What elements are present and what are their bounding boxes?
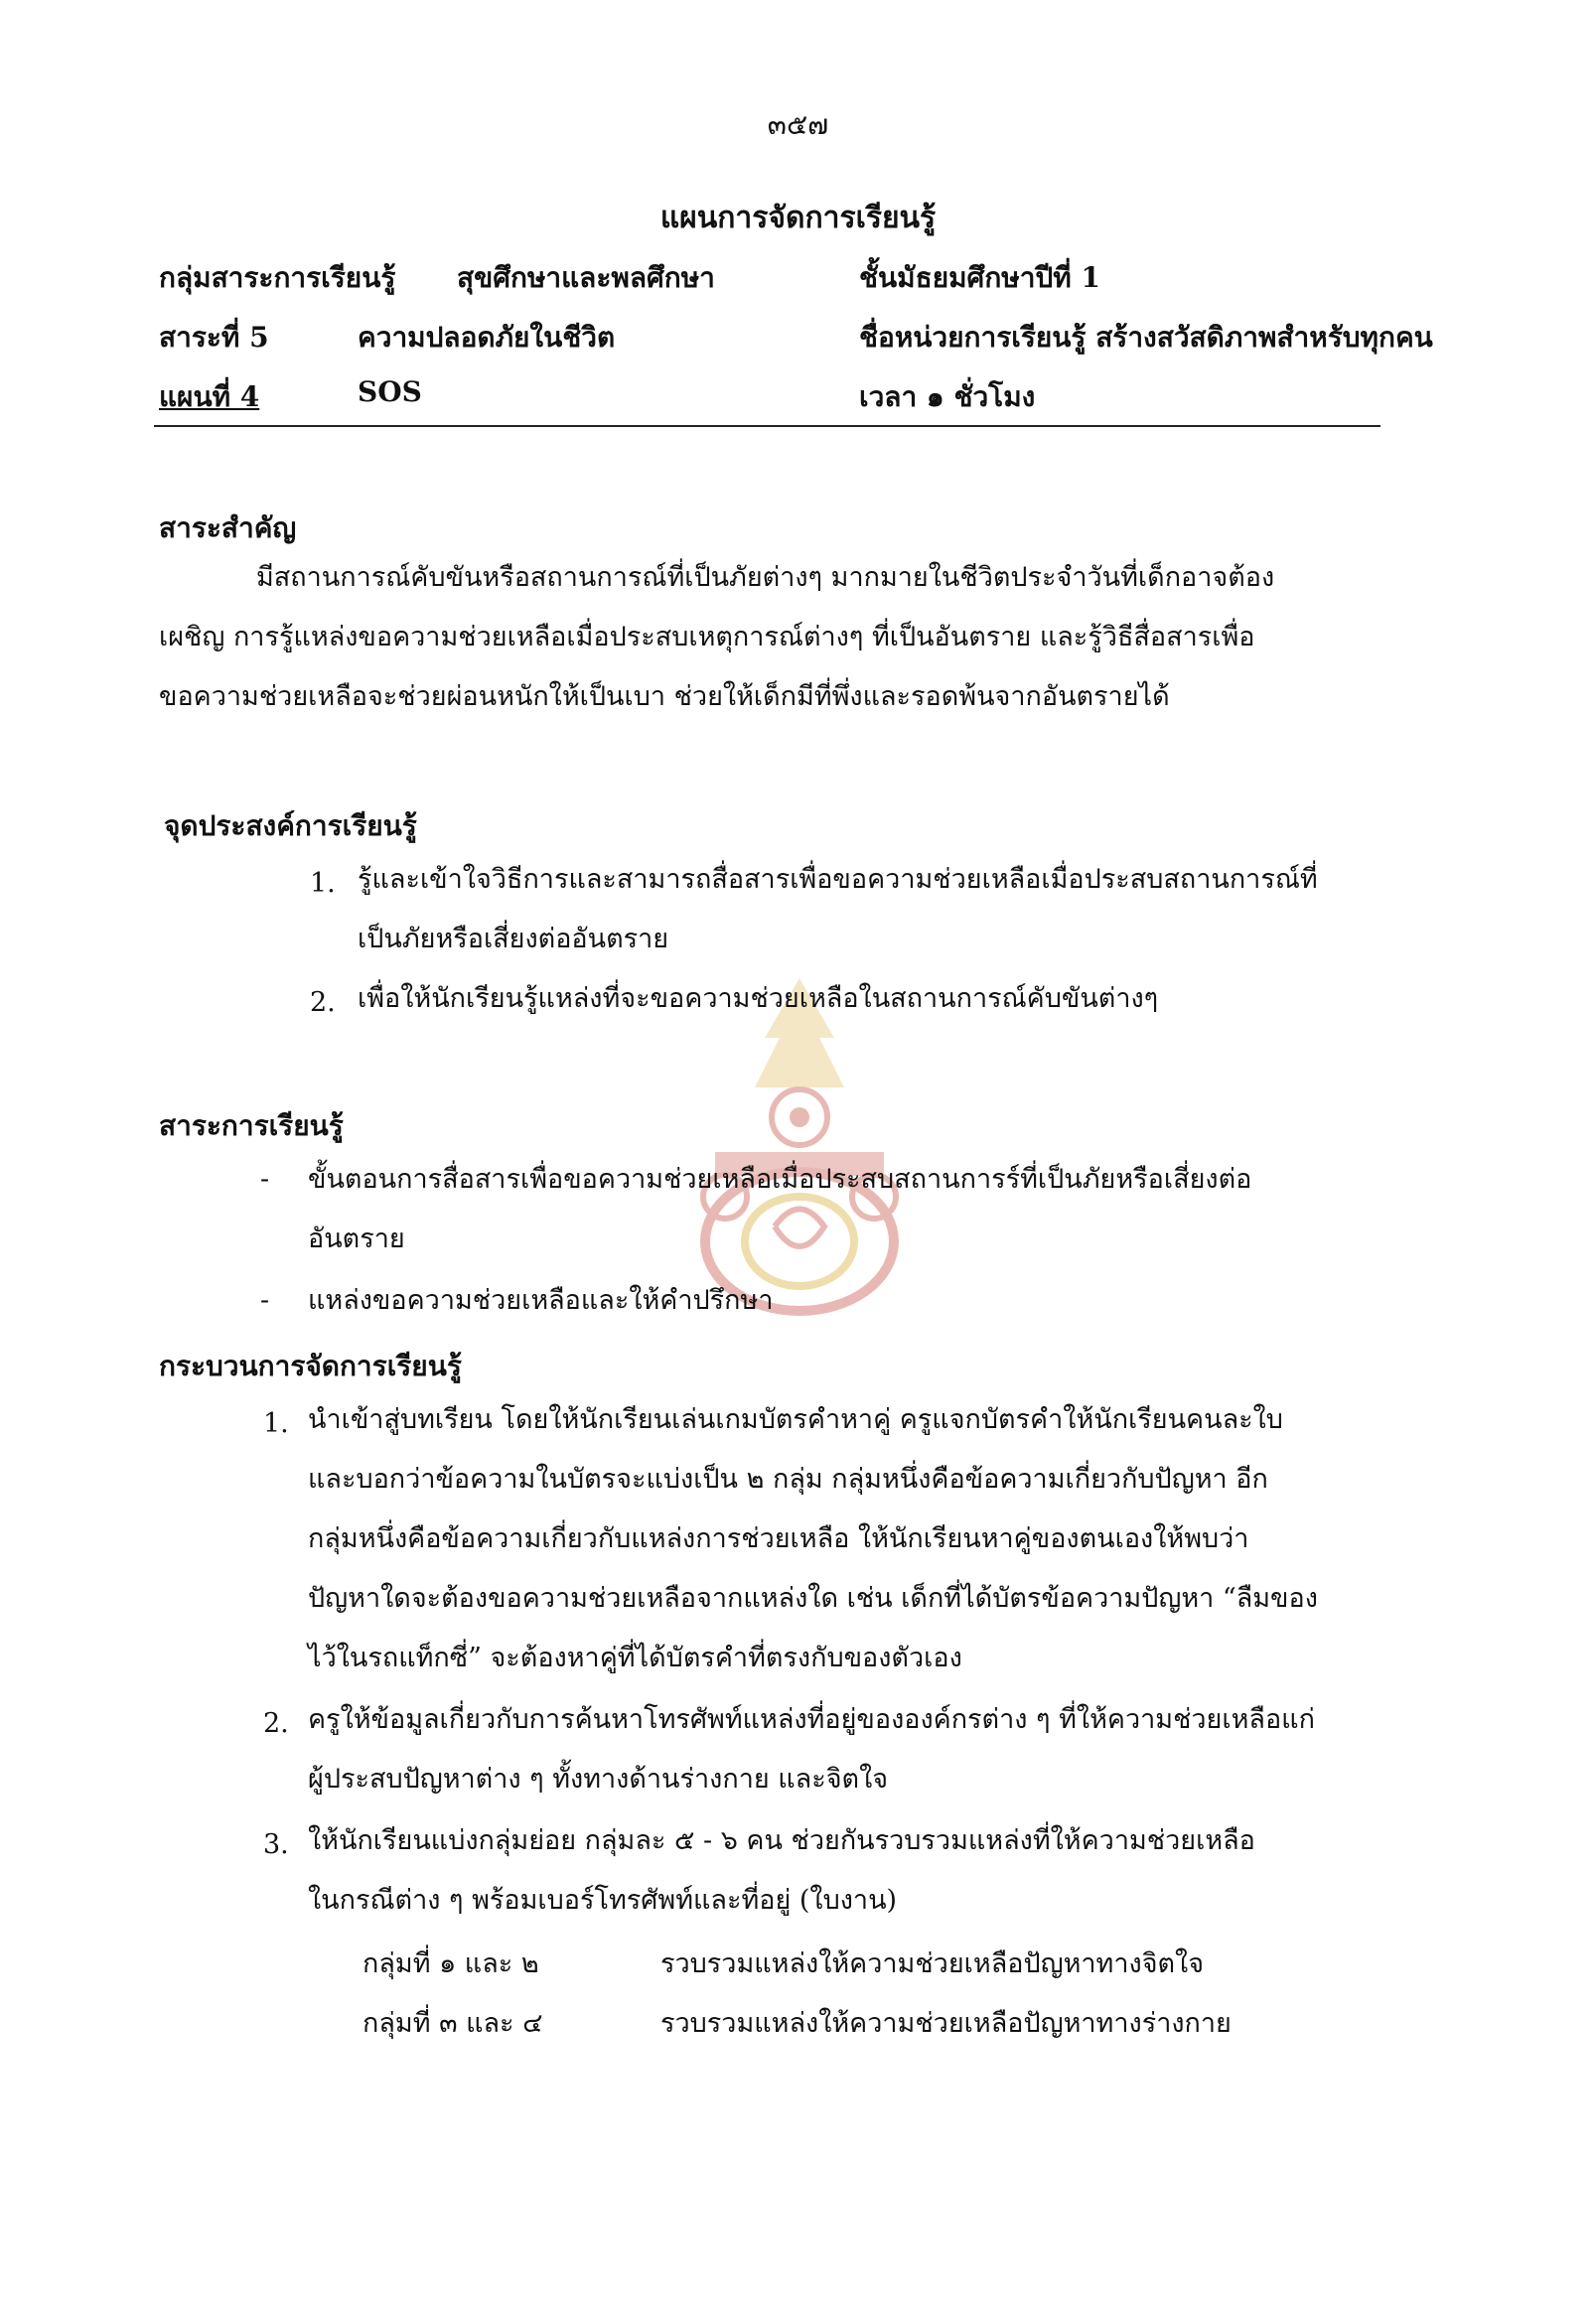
subject-label: กลุ่มสาระการเรียนรู้ [159, 261, 396, 294]
grade-level: ชั้นมัธยมศึกษาปีที่ 1 [859, 261, 1100, 294]
process-line: ไว้ในรถแท็กซี่” จะต้องหาคู่ที่ได้บัตรคำที่ตรงกับของตัวเอง [308, 1643, 962, 1673]
group-task: รวบรวมแหล่งให้ความช่วยเหลือปัญหาทางจิตใจ [660, 1948, 1205, 1979]
objective-line: รู้และเข้าใจวิธีการและสามารถสื่อสารเพื่อขอความช่วยเหลือเมื่อประสบสถานการณ์ที่ [358, 864, 1318, 895]
process-step-number: 2. [263, 1708, 289, 1739]
process-line: และบอกว่าข้อความในบัตรจะแบ่งเป็น ๒ กลุ่ม กลุ่มหนึ่งคือข้อความเกี่ยวกับปัญหา อีก [308, 1464, 1268, 1495]
strand-label: สาระที่ 5 [159, 321, 269, 354]
subject-value: สุขศึกษาและพลศึกษา [457, 261, 715, 294]
group-label: กลุ่มที่ ๑ และ ๒ [363, 1948, 539, 1979]
objectives-heading: จุดประสงค์การเรียนรู้ [164, 809, 417, 842]
content-heading: สาระการเรียนรู้ [159, 1109, 344, 1142]
key-concept-heading: สาระสำคัญ [159, 511, 297, 544]
key-concept-line: เผชิญ การรู้แหล่งขอความช่วยเหลือเมื่อประสบเหตุการณ์ต่างๆ ที่เป็นอันตราย และรู้วิธีสื่อสารเพื่อ [159, 622, 1255, 652]
strand-value: ความปลอดภัยในชีวิต [358, 321, 616, 354]
process-step-number: 3. [263, 1829, 289, 1860]
page-number: ๓๕๗ [767, 108, 829, 141]
page-title: แผนการจัดการเรียนรู้ [659, 201, 937, 235]
process-heading: กระบวนการจัดการเรียนรู้ [159, 1350, 462, 1382]
process-line: ให้นักเรียนแบ่งกลุ่มย่อย กลุ่มละ ๕ - ๖ คน ช่วยกันรวบรวมแหล่งที่ให้ความช่วยเหลือ [308, 1825, 1255, 1856]
content-bullet: - [260, 1285, 270, 1316]
header-row-strand [159, 316, 1450, 360]
group-label: กลุ่มที่ ๓ และ ๔ [363, 2008, 543, 2039]
objective-line: เพื่อให้นักเรียนรู้แหล่งที่จะขอความช่วยเหลือในสถานการณ์คับขันต่างๆ [358, 983, 1159, 1014]
content-line: อันตราย [308, 1223, 405, 1254]
process-line: ปัญหาใดจะต้องขอความช่วยเหลือจากแหล่งใด เช่น เด็กที่ได้บัตรข้อความปัญหา “ลืมของ [308, 1583, 1318, 1614]
content-line: แหล่งขอความช่วยเหลือและให้คำปรึกษา [308, 1285, 774, 1316]
process-line: นำเข้าสู่บทเรียน โดยให้นักเรียนเล่นเกมบัตรคำหาคู่ ครูแจกบัตรคำให้นักเรียนคนละใบ [308, 1404, 1283, 1435]
duration: เวลา ๑ ชั่วโมง [859, 380, 1036, 413]
header-row-plan [159, 375, 1450, 419]
process-line: ในกรณีต่าง ๆ พร้อมเบอร์โทรศัพท์และที่อยู่ (ใบงาน) [308, 1885, 898, 1916]
objective-number: 2. [310, 987, 336, 1018]
group-task: รวบรวมแหล่งให้ความช่วยเหลือปัญหาทางร่างกาย [660, 2008, 1232, 2039]
content-bullet: - [260, 1164, 270, 1195]
header-divider [154, 425, 1380, 427]
header-row-subject [159, 256, 1450, 300]
plan-value: SOS [358, 375, 422, 408]
process-line: ผู้ประสบปัญหาต่าง ๆ ทั้งทางด้านร่างกาย และจิตใจ [308, 1764, 889, 1795]
unit-name: ชื่อหน่วยการเรียนรู้ สร้างสวัสดิภาพสำหรับทุกคน [859, 321, 1433, 354]
key-concept-line: มีสถานการณ์คับขันหรือสถานการณ์ที่เป็นภัยต่างๆ มากมายในชีวิตประจำวันที่เด็กอาจต้อง [256, 562, 1275, 593]
process-line: กลุ่มหนึ่งคือข้อความเกี่ยวกับแหล่งการช่วยเหลือ ให้นักเรียนหาคู่ของตนเองให้พบว่า [308, 1523, 1249, 1554]
process-step-number: 1. [263, 1408, 289, 1439]
key-concept-line: ขอความช่วยเหลือจะช่วยผ่อนหนักให้เป็นเบา ช่วยให้เด็กมีที่พึ่งและรอดพ้นจากอันตรายได้ [159, 681, 1170, 712]
process-line: ครูให้ข้อมูลเกี่ยวกับการค้นหาโทรศัพท์แหล่งที่อยู่ขององค์กรต่าง ๆ ที่ให้ความช่วยเหลือแก่ [308, 1704, 1315, 1735]
plan-label: แผนที่ 4 [159, 380, 260, 413]
content-line: ขั้นตอนการสื่อสารเพื่อขอความช่วยเหลือเมื่อประสบสถานการร์ที่เป็นภัยหรือเสี่ยงต่อ [308, 1164, 1252, 1195]
objective-number: 1. [310, 868, 336, 899]
objective-line: เป็นภัยหรือเสี่ยงต่ออันตราย [358, 924, 669, 954]
school-seal-watermark [685, 968, 914, 1326]
